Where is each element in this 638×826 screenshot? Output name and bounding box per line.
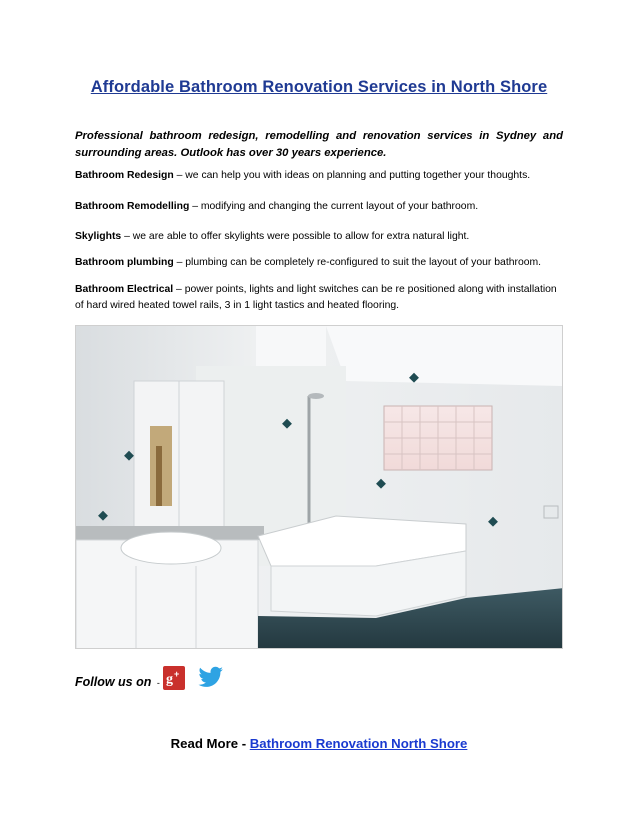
read-more-label: Read More -: [170, 736, 250, 751]
follow-dash: -: [156, 678, 160, 688]
service-text: – we are able to offer skylights were possible to allow for extra natural light.: [121, 231, 470, 242]
service-text: – plumbing can be completely re-configured to suit the layout of your bathroom.: [173, 257, 542, 268]
svg-text:+: +: [174, 669, 180, 679]
service-name: Skylights: [75, 231, 122, 242]
page-title: Affordable Bathroom Renovation Services in North Shore: [90, 78, 548, 96]
read-more: [0, 736, 638, 751]
service-text: – modifying and changing the current layout of your bathroom.: [189, 201, 479, 212]
service-name: Bathroom Electrical: [75, 284, 174, 295]
bathroom-photo: [75, 325, 563, 649]
google-plus-icon[interactable]: [163, 666, 185, 690]
service-electrical: [75, 282, 567, 314]
service-name: Bathroom Remodelling: [75, 201, 190, 212]
follow-us: [75, 675, 160, 689]
service-text: – power points, lights and light switches can be re positioned along with installation of hard wired heated towel rails, 3 in 1 light tastics and heated flooring.: [75, 284, 557, 311]
service-text: – we can help you with ideas on planning and putting together your thoughts.: [173, 170, 531, 181]
service-redesign: [75, 168, 567, 184]
service-name: Bathroom plumbing: [75, 257, 174, 268]
twitter-icon[interactable]: [198, 666, 224, 688]
service-skylights: [75, 229, 567, 245]
service-remodelling: [75, 199, 567, 215]
read-more-link[interactable]: Bathroom Renovation North Shore: [249, 736, 468, 751]
service-name: Bathroom Redesign: [75, 170, 174, 181]
intro-paragraph: Professional bathroom redesign, remodelling and renovation services in Sydney and surrounding areas. Outlook has over 30 years experience.: [75, 130, 563, 159]
follow-label: Follow us on: [75, 675, 155, 689]
svg-text:g: g: [166, 672, 173, 687]
service-plumbing: [75, 255, 567, 271]
